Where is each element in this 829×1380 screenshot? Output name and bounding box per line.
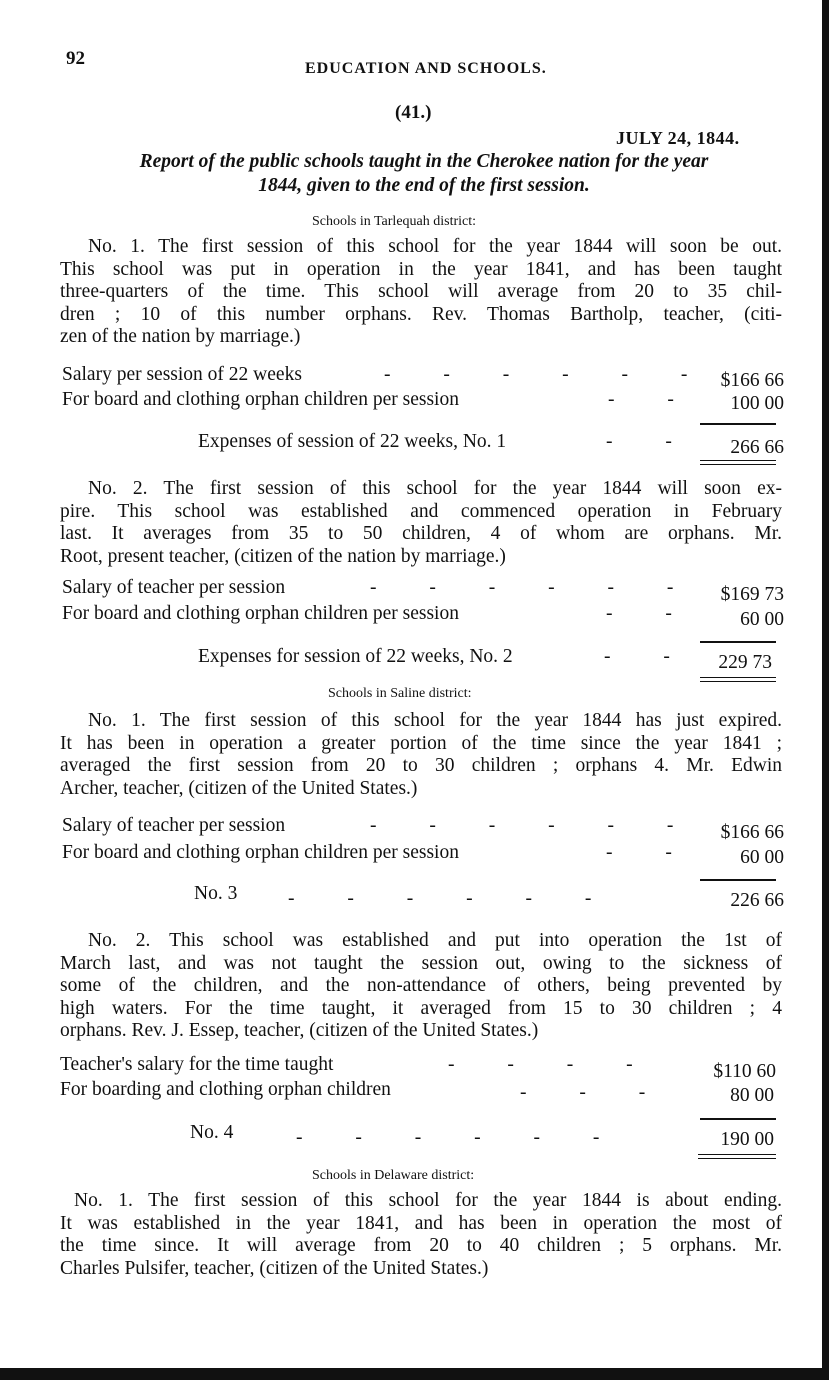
text-line: Root, present teacher, (citizen of the nation by marriage.) xyxy=(60,545,506,567)
text-line: pire. This school was established and commenced operation in February xyxy=(60,500,782,522)
text-line: No. 1. The first session of this school for the year 1844 has just expired. xyxy=(88,710,782,731)
expense-amount: $166 66 xyxy=(720,822,784,843)
dot-leader: - - xyxy=(606,603,696,624)
text-line: last. It averages from 35 to 50 children, 4 of whom are orphans. Mr. xyxy=(60,523,782,544)
expense-label: Salary of teacher per session xyxy=(62,577,286,598)
dot-leader: - - xyxy=(608,389,698,410)
total-amount: 266 66 xyxy=(730,437,784,458)
expense-amount: 60 00 xyxy=(740,609,784,630)
expense-amount: 80 00 xyxy=(730,1085,774,1106)
total-amount: 190 00 xyxy=(720,1129,774,1150)
expense-label: For board and clothing orphan children per session xyxy=(62,389,459,410)
expense-label: Teacher's salary for the time taught xyxy=(60,1054,334,1075)
text-line: It was established in the year 1841, and has been in operation the most of xyxy=(60,1212,782,1234)
dot-leader: - - - - - - xyxy=(296,1127,624,1148)
dot-leader: - - - - - - xyxy=(370,577,698,598)
document-date: JULY 24, 1844. xyxy=(616,128,740,148)
text-line: some of the children, and the non-attendance of others, being prevented by xyxy=(60,975,782,996)
text-line: This school was put in operation in the year 1841, and has been taught xyxy=(60,258,782,280)
expense-amount: 100 00 xyxy=(730,393,784,414)
document-number: (41.) xyxy=(395,102,432,123)
total-amount: 229 73 xyxy=(718,652,772,673)
sum-rule xyxy=(700,879,776,881)
report-title-line-1: Report of the public schools taught in the Cherokee nation for the year xyxy=(139,151,709,172)
dot-leader: - - - xyxy=(520,1082,670,1103)
running-head: EDUCATION AND SCHOOLS. xyxy=(305,60,547,77)
dot-leader: - - xyxy=(604,646,694,667)
text-line: averaged the first session from 20 to 30 children ; orphans 4. Mr. Edwin xyxy=(60,755,782,776)
text-line: No. 1. The first session of this school for the year 1844 is about ending. xyxy=(74,1190,782,1211)
dot-leader: - - - - - - xyxy=(384,364,712,385)
district-heading-tarlequah: Schools in Tarlequah district: xyxy=(312,214,477,229)
page-number: 92 xyxy=(66,48,85,69)
text-line: Charles Pulsifer, teacher, (citizen of the United States.) xyxy=(60,1257,489,1279)
text-line: March last, and was not taught the session out, owing to the sickness of xyxy=(60,952,782,974)
expense-amount: $166 66 xyxy=(720,370,784,391)
school-paragraph-saline-1 xyxy=(60,710,782,800)
expense-amount: $110 60 xyxy=(713,1061,776,1082)
expense-label: For board and clothing orphan children per session xyxy=(62,842,459,863)
sum-rule xyxy=(700,423,776,425)
text-line: high waters. For the time taught, it averaged from 15 to 30 children ; 4 xyxy=(60,997,782,1019)
dot-leader: - - xyxy=(606,842,696,863)
text-line: It has been in operation a greater portion of the time since the year 1841 ; xyxy=(60,732,782,754)
dot-leader: - - xyxy=(606,431,696,452)
expense-label: Salary of teacher per session xyxy=(62,815,286,836)
total-label: No. 3 xyxy=(194,883,238,904)
report-title-line-2: 1844, given to the end of the first session. xyxy=(258,175,590,196)
district-heading-saline: Schools in Saline district: xyxy=(328,686,472,701)
total-amount: 226 66 xyxy=(730,890,784,911)
school-paragraph-saline-2 xyxy=(60,930,782,1043)
dot-leader: - - - - - - xyxy=(370,815,698,836)
text-line: No. 1. The first session of this school for the year 1844 will soon be out. xyxy=(88,236,782,257)
expense-amount: $169 73 xyxy=(720,584,784,605)
total-double-rule xyxy=(700,460,776,465)
school-paragraph-tarlequah-2 xyxy=(60,478,782,568)
dot-leader: - - - - xyxy=(448,1054,657,1075)
school-paragraph-delaware-1 xyxy=(60,1190,782,1280)
text-line: zen of the nation by marriage.) xyxy=(60,326,301,347)
scan-border-right xyxy=(822,0,829,1380)
dot-leader: - - - - - - xyxy=(288,888,616,909)
text-line: Archer, teacher, (citizen of the United States.) xyxy=(60,777,418,799)
total-label: Expenses for session of 22 weeks, No. 2 xyxy=(198,646,513,667)
total-double-rule xyxy=(700,677,776,682)
total-double-rule xyxy=(698,1154,776,1159)
expense-label: For boarding and clothing orphan children xyxy=(60,1079,391,1100)
expense-label: For board and clothing orphan children per session xyxy=(62,603,459,624)
school-paragraph-tarlequah-1 xyxy=(60,236,782,349)
report-title xyxy=(60,150,788,198)
total-label: Expenses of session of 22 weeks, No. 1 xyxy=(198,431,507,452)
district-heading-delaware: Schools in Delaware district: xyxy=(312,1168,475,1183)
total-label: No. 4 xyxy=(190,1122,234,1143)
expense-amount: 60 00 xyxy=(740,847,784,868)
text-line: the time since. It will average from 20 to 40 children ; 5 orphans. Mr. xyxy=(60,1235,782,1256)
text-line: No. 2. This school was established and put into operation the 1st of xyxy=(88,930,782,951)
text-line: dren ; 10 of this number orphans. Rev. Thomas Bartholp, teacher, (citi- xyxy=(60,303,782,325)
text-line: orphans. Rev. J. Essep, teacher, (citizen of the United States.) xyxy=(60,1020,539,1041)
sum-rule xyxy=(700,641,776,643)
text-line: No. 2. The first session of this school for the year 1844 will soon ex- xyxy=(88,478,782,499)
scan-border-bottom xyxy=(0,1368,829,1380)
text-line: three-quarters of the time. This school will average from 20 to 35 chil- xyxy=(60,281,782,302)
sum-rule xyxy=(700,1118,776,1120)
expense-label: Salary per session of 22 weeks xyxy=(62,364,302,385)
